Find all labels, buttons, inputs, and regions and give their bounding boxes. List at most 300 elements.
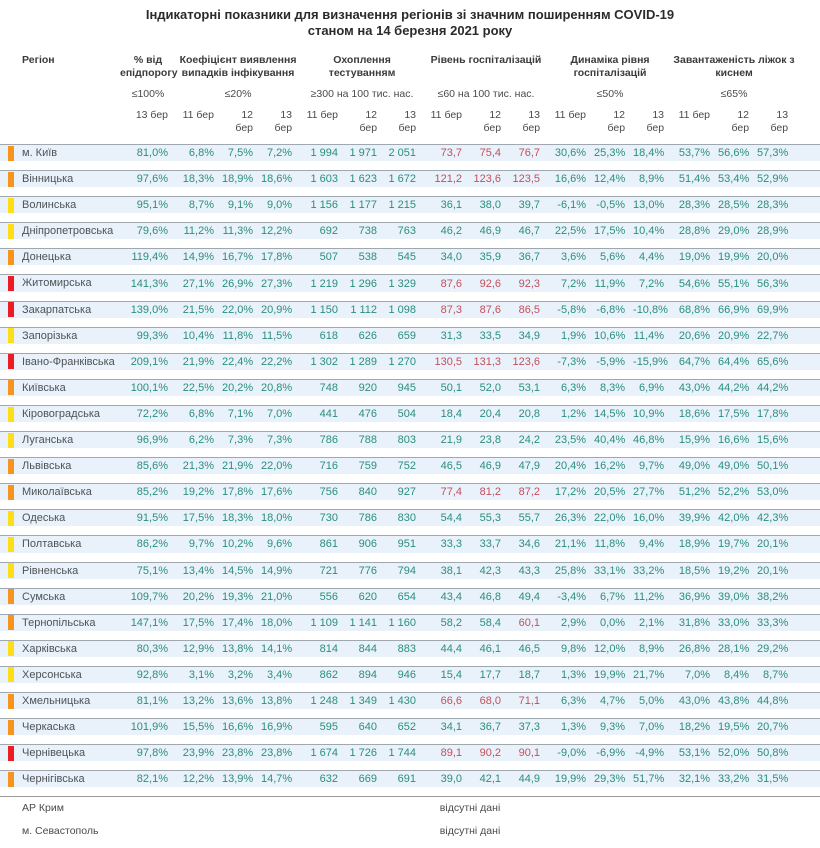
table-body — [0, 144, 820, 787]
table-row — [0, 718, 820, 735]
value-cell: 27,3% — [261, 274, 300, 291]
value-cell: 3,2% — [222, 666, 261, 683]
value-cell: 11,5% — [261, 327, 300, 344]
value-cell: 87,3 — [424, 301, 470, 318]
value-cell: 68,8% — [672, 301, 718, 318]
value-cell: 17,5% — [176, 509, 222, 526]
no-data-note: відсутні дані — [120, 796, 820, 814]
value-cell: 6,7% — [594, 588, 633, 605]
value-cell: 80,3% — [120, 640, 176, 657]
column-header-region: Регіон — [22, 54, 55, 66]
value-cell: 44,9 — [509, 770, 548, 787]
status-marker-orange — [8, 589, 14, 604]
region-cell — [0, 457, 120, 474]
value-cell: 56,3% — [757, 274, 796, 291]
region-cell — [0, 692, 120, 709]
value-cell: 7,1% — [222, 405, 261, 422]
date-header: 12 бер — [359, 109, 378, 134]
value-cell: 4,4% — [633, 248, 672, 265]
value-cell: 22,5% — [176, 379, 222, 396]
value-cell: 42,3% — [757, 509, 796, 526]
value-cell: 46,2 — [424, 222, 470, 239]
region-cell — [0, 770, 120, 787]
value-cell: 92,8% — [120, 666, 176, 683]
region-cell — [0, 170, 120, 187]
value-cell: 11,2% — [176, 222, 222, 239]
value-cell: 1 270 — [385, 353, 424, 370]
value-cell: 11,8% — [594, 535, 633, 552]
value-cell: 53,1 — [509, 379, 548, 396]
status-marker-red — [8, 276, 14, 291]
value-cell: 1,9% — [548, 327, 594, 344]
value-cell: 946 — [385, 666, 424, 683]
value-cell: 19,9% — [594, 666, 633, 683]
value-cell: 10,9% — [633, 405, 672, 422]
region-cell — [0, 144, 120, 161]
row-pad — [796, 222, 820, 239]
value-cell: 10,6% — [594, 327, 633, 344]
value-cell: 7,2% — [548, 274, 594, 291]
date-header: 11 бер — [182, 109, 214, 121]
threshold-testing: ≥300 на 100 тис. нас. — [310, 88, 414, 100]
value-cell: 31,5% — [757, 770, 796, 787]
region-cell — [0, 353, 120, 370]
value-cell: 10,4% — [176, 327, 222, 344]
value-cell: 1 726 — [346, 744, 385, 761]
row-pad — [796, 718, 820, 735]
value-cell: 1 603 — [300, 170, 346, 187]
table-row — [0, 509, 820, 526]
value-cell: 18,9% — [222, 170, 261, 187]
value-cell: 147,1% — [120, 614, 176, 631]
value-cell: 11,4% — [633, 327, 672, 344]
value-cell: 730 — [300, 509, 346, 526]
value-cell: 8,9% — [633, 640, 672, 657]
region-name: Сумська — [22, 590, 66, 603]
value-cell: 9,0% — [261, 196, 300, 213]
row-pad — [796, 588, 820, 605]
value-cell: 20,0% — [757, 248, 796, 265]
value-cell: 20,4% — [548, 457, 594, 474]
table-row — [0, 614, 820, 631]
value-cell: 19,9% — [718, 248, 757, 265]
value-cell: 119,4% — [120, 248, 176, 265]
value-cell: 43,8% — [718, 692, 757, 709]
value-cell: 10,2% — [222, 535, 261, 552]
value-cell: 756 — [300, 483, 346, 500]
region-cell — [0, 483, 120, 500]
row-pad — [796, 301, 820, 318]
value-cell: 36,7 — [509, 248, 548, 265]
value-cell: 7,0% — [672, 666, 718, 683]
region-cell — [0, 301, 120, 318]
value-cell: 29,0% — [718, 222, 757, 239]
region-name: Херсонська — [22, 668, 82, 681]
status-marker-yellow — [8, 667, 14, 682]
value-cell: 36,9% — [672, 588, 718, 605]
status-marker-red — [8, 354, 14, 369]
value-cell: 18,5% — [672, 562, 718, 579]
value-cell: 55,3 — [470, 509, 509, 526]
value-cell: 89,1 — [424, 744, 470, 761]
value-cell: 7,3% — [261, 431, 300, 448]
date-header: 13 бер — [522, 109, 541, 134]
value-cell: -6,9% — [594, 744, 633, 761]
value-cell: 18,9% — [672, 535, 718, 552]
value-cell: 28,3% — [757, 196, 796, 213]
value-cell: 23,9% — [176, 744, 222, 761]
value-cell: 19,3% — [222, 588, 261, 605]
value-cell: 8,3% — [594, 379, 633, 396]
value-cell: 66,9% — [718, 301, 757, 318]
value-cell: 92,3 — [509, 274, 548, 291]
value-cell: 13,6% — [222, 692, 261, 709]
status-marker-yellow — [8, 407, 14, 422]
value-cell: 840 — [346, 483, 385, 500]
value-cell: 507 — [300, 248, 346, 265]
region-name: Закарпатська — [22, 303, 92, 316]
value-cell: 0,0% — [594, 614, 633, 631]
value-cell: 16,6% — [718, 431, 757, 448]
value-cell: 34,9 — [509, 327, 548, 344]
status-marker-orange — [8, 172, 14, 187]
value-cell: 844 — [346, 640, 385, 657]
value-cell: 33,7 — [470, 535, 509, 552]
row-pad — [796, 170, 820, 187]
row-pad — [796, 692, 820, 709]
value-cell: 43,0% — [672, 692, 718, 709]
value-cell: 21,9 — [424, 431, 470, 448]
region-cell — [0, 666, 120, 683]
column-header-detect: Коефіцієнт виявлення випадків інфікування — [179, 54, 297, 79]
region-cell — [0, 562, 120, 579]
value-cell: 759 — [346, 457, 385, 474]
value-cell: 803 — [385, 431, 424, 448]
value-cell: 1 329 — [385, 274, 424, 291]
page-title: Індикаторні показники для визначення регіонів зі значним поширенням COVID-19 — [145, 7, 675, 22]
region-name: Вінницька — [22, 173, 74, 186]
value-cell: 73,7 — [424, 144, 470, 161]
value-cell: 96,9% — [120, 431, 176, 448]
value-cell: 10,4% — [633, 222, 672, 239]
value-cell: 20,9% — [261, 301, 300, 318]
value-cell: 56,6% — [718, 144, 757, 161]
value-cell: 27,1% — [176, 274, 222, 291]
column-header-beds: Завантаженість ліжок з киснем — [673, 54, 795, 79]
threshold-hosp: ≤60 на 100 тис. нас. — [437, 88, 535, 100]
value-cell: 11,3% — [222, 222, 261, 239]
region-name: АР Крим — [0, 796, 120, 814]
date-header: 12 бер — [235, 109, 253, 134]
value-cell: 17,7 — [470, 666, 509, 683]
region-name: Чернігівська — [22, 773, 85, 786]
value-cell: 1 623 — [346, 170, 385, 187]
table-row — [0, 222, 820, 239]
value-cell: 68,0 — [470, 692, 509, 709]
value-cell: 46,7 — [509, 222, 548, 239]
value-cell: 55,7 — [509, 509, 548, 526]
value-cell: 16,6% — [222, 718, 261, 735]
status-marker-orange — [8, 250, 14, 265]
table-row — [0, 744, 820, 761]
value-cell: 1 160 — [385, 614, 424, 631]
value-cell: -5,8% — [548, 301, 594, 318]
value-cell: 21,9% — [176, 353, 222, 370]
value-cell: 8,4% — [718, 666, 757, 683]
date-header: 12 бер — [607, 109, 626, 134]
value-cell: 17,2% — [548, 483, 594, 500]
region-cell — [0, 744, 120, 761]
region-name: м. Київ — [22, 147, 58, 160]
region-cell — [0, 509, 120, 526]
value-cell: 883 — [385, 640, 424, 657]
value-cell: 21,5% — [176, 301, 222, 318]
value-cell: 95,1% — [120, 196, 176, 213]
value-cell: 1 150 — [300, 301, 346, 318]
value-cell: 35,9 — [470, 248, 509, 265]
value-cell: 20,8% — [261, 379, 300, 396]
value-cell: 29,3% — [594, 770, 633, 787]
value-cell: 626 — [346, 327, 385, 344]
value-cell: 8,9% — [633, 170, 672, 187]
value-cell: 33,2% — [718, 770, 757, 787]
date-header: 13 бер — [770, 109, 789, 134]
value-cell: 39,0 — [424, 770, 470, 787]
value-cell: 18,0% — [261, 614, 300, 631]
value-cell: 2,9% — [548, 614, 594, 631]
value-cell: 945 — [385, 379, 424, 396]
value-cell: 1 744 — [385, 744, 424, 761]
region-name: Волинська — [22, 199, 77, 212]
title-block — [0, 7, 820, 39]
value-cell: 1 674 — [300, 744, 346, 761]
value-cell: 33,3% — [757, 614, 796, 631]
column-header-testing: Охоплення тестуванням — [328, 54, 396, 79]
value-cell: 71,1 — [509, 692, 548, 709]
row-pad — [796, 562, 820, 579]
table-row — [0, 796, 820, 814]
value-cell: 814 — [300, 640, 346, 657]
region-cell — [0, 640, 120, 657]
value-cell: 786 — [346, 509, 385, 526]
value-cell: 17,5% — [594, 222, 633, 239]
threshold-detect: ≤20% — [224, 88, 252, 100]
value-cell: 22,2% — [261, 353, 300, 370]
value-cell: 21,0% — [261, 588, 300, 605]
value-cell: 50,1 — [424, 379, 470, 396]
value-cell: -6,1% — [548, 196, 594, 213]
value-cell: 669 — [346, 770, 385, 787]
value-cell: 49,0% — [718, 457, 757, 474]
value-cell: 17,6% — [261, 483, 300, 500]
region-name: Черкаська — [22, 721, 76, 734]
value-cell: 9,4% — [633, 535, 672, 552]
value-cell: 738 — [346, 222, 385, 239]
value-cell: 1 672 — [385, 170, 424, 187]
value-cell: 81,1% — [120, 692, 176, 709]
value-cell: 18,4 — [424, 405, 470, 422]
region-name: Львівська — [22, 460, 72, 473]
value-cell: 86,5 — [509, 301, 548, 318]
value-cell: 7,2% — [261, 144, 300, 161]
value-cell: 87,2 — [509, 483, 548, 500]
table-row — [0, 666, 820, 683]
value-cell: 28,1% — [718, 640, 757, 657]
value-cell: 26,3% — [548, 509, 594, 526]
indicators-table — [0, 45, 820, 848]
value-cell: 21,3% — [176, 457, 222, 474]
value-cell: 92,6 — [470, 274, 509, 291]
value-cell: 65,6% — [757, 353, 796, 370]
value-cell: 7,0% — [261, 405, 300, 422]
table-row — [0, 379, 820, 396]
region-cell — [0, 327, 120, 344]
value-cell: 57,3% — [757, 144, 796, 161]
value-cell: 692 — [300, 222, 346, 239]
value-cell: 20,1% — [757, 535, 796, 552]
value-cell: 15,6% — [757, 431, 796, 448]
value-cell: 538 — [346, 248, 385, 265]
value-cell: 6,3% — [548, 692, 594, 709]
value-cell: 721 — [300, 562, 346, 579]
value-cell: -7,3% — [548, 353, 594, 370]
value-cell: 1 248 — [300, 692, 346, 709]
status-marker-yellow — [8, 198, 14, 213]
value-cell: 632 — [300, 770, 346, 787]
date-header: 11 бер — [306, 109, 339, 121]
value-cell: 23,8% — [261, 744, 300, 761]
value-cell: 640 — [346, 718, 385, 735]
value-cell: 76,7 — [509, 144, 548, 161]
value-cell: 101,9% — [120, 718, 176, 735]
value-cell: 37,3 — [509, 718, 548, 735]
value-cell: 716 — [300, 457, 346, 474]
value-cell: 22,0% — [222, 301, 261, 318]
row-pad — [796, 405, 820, 422]
row-pad — [796, 144, 820, 161]
value-cell: 16,9% — [261, 718, 300, 735]
value-cell: 20,9% — [718, 327, 757, 344]
status-marker-orange — [8, 380, 14, 395]
value-cell: 3,4% — [261, 666, 300, 683]
value-cell: 3,1% — [176, 666, 222, 683]
value-cell: 20,6% — [672, 327, 718, 344]
table-row — [0, 353, 820, 370]
value-cell: 34,0 — [424, 248, 470, 265]
value-cell: 46,1 — [470, 640, 509, 657]
value-cell: 20,4 — [470, 405, 509, 422]
value-cell: 20,2% — [222, 379, 261, 396]
region-name: Чернівецька — [22, 747, 86, 760]
value-cell: 20,1% — [757, 562, 796, 579]
value-cell: 2 051 — [385, 144, 424, 161]
value-cell: 52,0 — [470, 379, 509, 396]
value-cell: 52,0% — [718, 744, 757, 761]
value-cell: 38,2% — [757, 588, 796, 605]
value-cell: 16,0% — [633, 509, 672, 526]
value-cell: 5,6% — [594, 248, 633, 265]
table-row — [0, 405, 820, 422]
region-cell — [0, 379, 120, 396]
value-cell: 18,6% — [672, 405, 718, 422]
value-cell: 23,8 — [470, 431, 509, 448]
region-cell — [0, 718, 120, 735]
value-cell: 16,6% — [548, 170, 594, 187]
value-cell: 1 112 — [346, 301, 385, 318]
value-cell: 46,9 — [470, 222, 509, 239]
value-cell: 15,5% — [176, 718, 222, 735]
value-cell: 40,4% — [594, 431, 633, 448]
region-name: Харківська — [22, 642, 77, 655]
value-cell: 36,1 — [424, 196, 470, 213]
value-cell: 11,8% — [222, 327, 261, 344]
value-cell: 20,5% — [594, 483, 633, 500]
row-pad — [796, 770, 820, 787]
value-cell: 1,3% — [548, 718, 594, 735]
value-cell: 1 156 — [300, 196, 346, 213]
value-cell: 894 — [346, 666, 385, 683]
value-cell: 1 219 — [300, 274, 346, 291]
value-cell: 29,2% — [757, 640, 796, 657]
region-name: Київська — [22, 381, 66, 394]
value-cell: 43,4 — [424, 588, 470, 605]
value-cell: 55,1% — [718, 274, 757, 291]
value-cell: 25,8% — [548, 562, 594, 579]
value-cell: 23,8% — [222, 744, 261, 761]
value-cell: 87,6 — [470, 301, 509, 318]
status-marker-yellow — [8, 328, 14, 343]
row-pad — [796, 483, 820, 500]
value-cell: 34,6 — [509, 535, 548, 552]
value-cell: 22,4% — [222, 353, 261, 370]
value-cell: 32,1% — [672, 770, 718, 787]
value-cell: 788 — [346, 431, 385, 448]
table-row — [0, 483, 820, 500]
value-cell: 9,7% — [633, 457, 672, 474]
value-cell: 748 — [300, 379, 346, 396]
value-cell: 1 215 — [385, 196, 424, 213]
value-cell: 53,0% — [757, 483, 796, 500]
value-cell: 49,0% — [672, 457, 718, 474]
value-cell: 691 — [385, 770, 424, 787]
value-cell: 776 — [346, 562, 385, 579]
value-cell: 21,7% — [633, 666, 672, 683]
table-row — [0, 457, 820, 474]
value-cell: 123,5 — [509, 170, 548, 187]
value-cell: 18,4% — [633, 144, 672, 161]
value-cell: 90,1 — [509, 744, 548, 761]
threshold-beds: ≤65% — [720, 88, 748, 100]
region-name: Кіровоградська — [22, 408, 100, 421]
value-cell: 9,6% — [261, 535, 300, 552]
value-cell: 39,9% — [672, 509, 718, 526]
value-cell: 927 — [385, 483, 424, 500]
value-cell: 1 177 — [346, 196, 385, 213]
value-cell: 12,0% — [594, 640, 633, 657]
value-cell: -4,9% — [633, 744, 672, 761]
value-cell: -3,4% — [548, 588, 594, 605]
status-marker-yellow — [8, 224, 14, 239]
value-cell: 46,8 — [470, 588, 509, 605]
value-cell: 25,3% — [594, 144, 633, 161]
value-cell: 141,3% — [120, 274, 176, 291]
value-cell: 64,7% — [672, 353, 718, 370]
value-cell: 6,2% — [176, 431, 222, 448]
date-header: 13 бер — [646, 109, 665, 134]
region-cell — [0, 535, 120, 552]
value-cell: 77,4 — [424, 483, 470, 500]
value-cell: 46,8% — [633, 431, 672, 448]
